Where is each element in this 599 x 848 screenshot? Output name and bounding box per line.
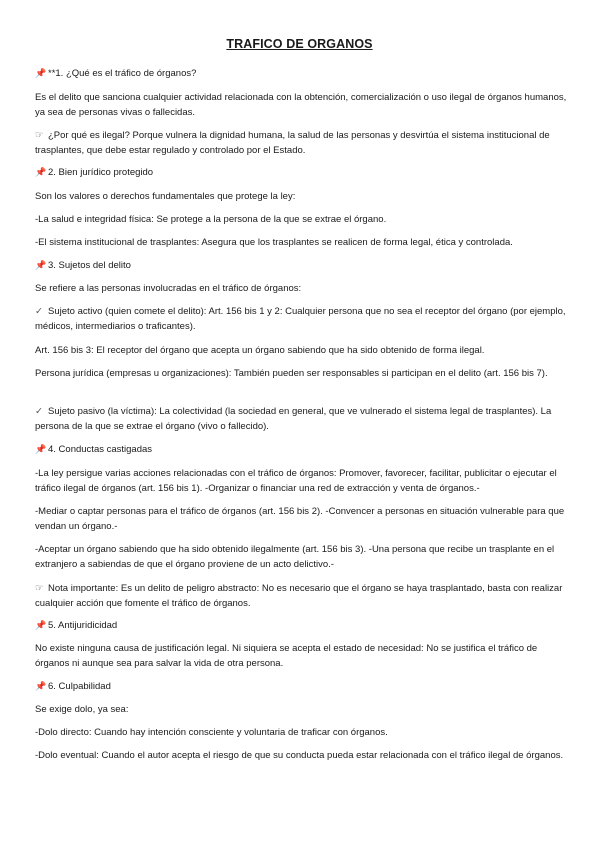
pushpin-icon: 📌 [35, 620, 47, 630]
check-mark-icon: ✓ [35, 306, 43, 317]
pushpin-icon: 📌 [35, 681, 47, 691]
pushpin-icon: 📌 [35, 444, 47, 454]
paragraph: Se refiere a las personas involucradas en el tráfico de órganos: [35, 283, 302, 294]
pushpin-icon: 📌 [35, 167, 47, 177]
paragraph: Son los valores o derechos fundamentales que protege la ley: [35, 191, 296, 202]
paragraph: -La salud e integridad física: Se protege a la persona de la que se extrae el órgano. [35, 214, 387, 225]
paragraph: Art. 156 bis 3: El receptor del órgano que acepta un órgano sabiendo que ha sido obtenido de forma ilegal. [35, 345, 485, 356]
paragraph-note: ☞ Nota importante: Es un delito de peligro abstracto: No es necesario que el órgano se haya trasplantado, basta con realizar cualquier acción que fomente el tráfico de órganos. [35, 583, 563, 609]
paragraph: -La ley persigue varias acciones relacionadas con el tráfico de órganos: Promover, favorecer, facilitar, publicitar o ejecutar el tráfico ilegal de órganos (art. 156 bis 1). -Organizar o financiar una red de extracción y venta de órganos.- [35, 468, 557, 494]
section-6-heading: 📌 6. Culpabilidad [35, 681, 111, 692]
document-title: TRAFICO DE ORGANOS [226, 37, 373, 51]
paragraph: No existe ninguna causa de justificación legal. Ni siquiera se acepta el estado de necesidad: No se justifica el tráfico de órganos ni aunque sea para salvar la vida de otra persona. [35, 643, 538, 669]
section-2-heading: 📌 2. Bien jurídico protegido [35, 167, 154, 178]
paragraph: Es el delito que sanciona cualquier actividad relacionada con la obtención, comercialización o uso ilegal de órganos humanos, ya sea de personas vivas o fallecidas. [35, 92, 567, 118]
paragraph: Se exige dolo, ya sea: [35, 704, 129, 715]
paragraph: -El sistema institucional de trasplantes: Asegura que los trasplantes se realicen de forma legal, ética y controlada. [35, 237, 513, 248]
section-1-heading: 📌 **1. ¿Qué es el tráfico de órganos? [35, 68, 197, 79]
paragraph-check: ✓ Sujeto pasivo (la víctima): La colectividad (la sociedad en general, que ve vulnerado el sistema legal de trasplantes). La persona de la que se extrae el órgano (vivo o fallecido). [35, 406, 552, 432]
paragraph: -Dolo eventual: Cuando el autor acepta el riesgo de que su conducta pueda estar relacionada con el tráfico ilegal de órganos. [35, 750, 564, 761]
section-3-heading: 📌 3. Sujetos del delito [35, 260, 131, 271]
pointing-hand-icon: ☞ [35, 583, 44, 594]
paragraph: Persona jurídica (empresas u organizaciones): También pueden ser responsables si participan en el delito (art. 156 bis 7). [35, 368, 548, 379]
paragraph-check: ✓ Sujeto activo (quien comete el delito): Art. 156 bis 1 y 2: Cualquier persona que no sea el receptor del órgano (por ejemplo, médicos, intermediarios o traficantes). [35, 306, 566, 332]
pushpin-icon: 📌 [35, 68, 47, 78]
pointing-hand-icon: ☞ [35, 130, 44, 141]
paragraph: -Aceptar un órgano sabiendo que ha sido obtenido ilegalmente (art. 156 bis 3). -Una persona que recibe un trasplante en el extranjero a sabiendas de que el órgano proviene de un acto delictivo.- [35, 544, 555, 570]
pushpin-icon: 📌 [35, 260, 47, 270]
paragraph: -Dolo directo: Cuando hay intención consciente y voluntaria de traficar con órganos. [35, 727, 388, 738]
check-mark-icon: ✓ [35, 406, 43, 417]
section-4-heading: 📌 4. Conductas castigadas [35, 444, 153, 455]
paragraph-note: ☞ ¿Por qué es ilegal? Porque vulnera la dignidad humana, la salud de las personas y desvirtúa el sistema institucional de trasplantes, que debe estar regulado y controlado por el Estado. [35, 130, 550, 156]
section-5-heading: 📌 5. Antijuridicidad [35, 620, 118, 631]
paragraph: -Mediar o captar personas para el tráfico de órganos (art. 156 bis 2). -Convencer a personas en situación vulnerable para que vendan un órgano.- [35, 506, 565, 532]
